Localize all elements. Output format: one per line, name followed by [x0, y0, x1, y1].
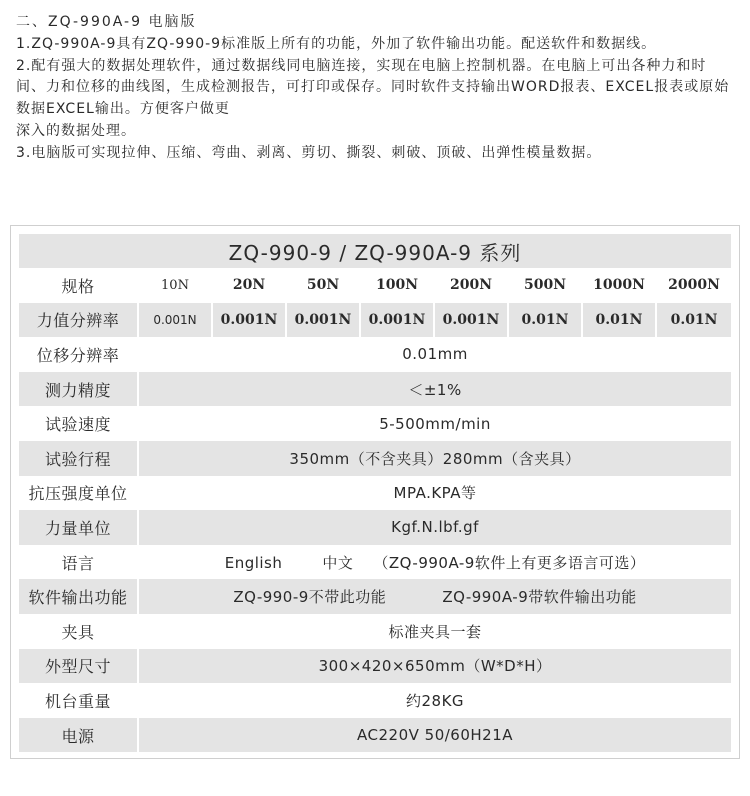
- table-row: [19, 476, 731, 511]
- row-label: 力量单位: [19, 510, 139, 545]
- table-row: [19, 372, 731, 407]
- table-row: [19, 337, 731, 372]
- row-value: Kgf.N.lbf.gf: [139, 510, 731, 545]
- row-value: 5-500mm/min: [379, 414, 491, 433]
- intro-point-3: 3.电脑版可实现拉伸、压缩、弯曲、剥离、剪切、撕裂、刺破、顶破、出弹性模量数据。: [16, 144, 602, 161]
- row-value: 300×420×650mm（W*D*H）: [139, 649, 731, 684]
- resolution-label: 力值分辨率: [19, 303, 139, 338]
- resolution-cell: 0.001N: [287, 303, 361, 338]
- row-value: ＜±1%: [139, 372, 731, 407]
- model-cell: 20N: [213, 268, 287, 303]
- spec-label: 规格: [19, 268, 139, 303]
- software-label: 软件输出功能: [19, 579, 139, 614]
- software-row: [19, 579, 731, 614]
- spec-table-frame: [10, 225, 740, 759]
- intro-point-2: 2.配有强大的数据处理软件，通过数据线同电脑连接，实现在电脑上控制机器。在电脑上可出各种力和时间、力和位移的曲线图，生成检测报告，可打印或保存。同时软件支持输出WORD报表、EXCEL报表或原始数据EXCEL输出。方便客户做更: [16, 57, 730, 118]
- software-computer: ZQ-990A-9带软件输出功能: [442, 588, 637, 607]
- table-title: ZQ-990-9 / ZQ-990A-9 系列: [19, 234, 731, 268]
- language-chinese: 中文: [322, 553, 354, 572]
- language-value: [139, 545, 731, 580]
- resolution-cell: 0.001N: [213, 303, 287, 338]
- model-cell: 100N: [361, 268, 435, 303]
- table-row: [19, 649, 731, 684]
- table-row: [19, 441, 731, 476]
- row-label: 位移分辨率: [19, 337, 139, 372]
- model-cell: 50N: [287, 268, 361, 303]
- row-value: 约28KG: [406, 691, 465, 710]
- row-label: 外型尺寸: [19, 649, 139, 684]
- table-row: [19, 510, 731, 545]
- row-label: 机台重量: [19, 683, 139, 718]
- table-row: [19, 683, 731, 718]
- row-value: 0.01mm: [402, 345, 468, 364]
- intro-point-1: 1.ZQ-990A-9具有ZQ-990-9标准版上所有的功能，外加了软件输出功能。配送软件和数据线。: [16, 35, 657, 52]
- model-cell: 200N: [435, 268, 509, 303]
- table-row: [19, 406, 731, 441]
- row-value: 350mm（不含夹具）280mm（含夹具）: [139, 441, 731, 476]
- row-value: 标准夹具一套: [388, 622, 482, 641]
- language-english: English: [224, 553, 283, 572]
- model-cell: 10N: [139, 268, 213, 303]
- resolution-cell: 0.001N: [361, 303, 435, 338]
- intro-text: [16, 12, 736, 165]
- row-label: 试验行程: [19, 441, 139, 476]
- row-label: 抗压强度单位: [19, 476, 139, 511]
- resolution-cell: 0.01N: [657, 303, 731, 338]
- software-standard: ZQ-990-9不带此功能: [233, 588, 387, 607]
- row-label: 电源: [19, 718, 139, 753]
- intro-point-2-continued: 深入的数据处理。: [16, 122, 136, 139]
- resolution-cell: 0.001N: [435, 303, 509, 338]
- language-note: （ZQ-990A-9软件上有更多语言可选）: [373, 553, 646, 572]
- model-cell: 500N: [509, 268, 583, 303]
- model-cell: 2000N: [668, 277, 720, 294]
- language-label: 语言: [19, 545, 139, 580]
- resolution-row: [19, 303, 731, 338]
- model-cell: 1000N: [583, 268, 657, 303]
- table-row: [19, 718, 731, 753]
- resolution-cell: 0.01N: [509, 303, 583, 338]
- row-label: 测力精度: [19, 372, 139, 407]
- row-label: 试验速度: [19, 406, 139, 441]
- row-value: AC220V 50/60H21A: [139, 718, 731, 753]
- intro-heading: 二、ZQ-990A-9 电脑版: [16, 14, 197, 30]
- table-row: [19, 614, 731, 649]
- resolution-cell: 0.001N: [139, 303, 213, 338]
- software-value: [139, 579, 731, 614]
- resolution-cell: 0.01N: [583, 303, 657, 338]
- row-label: 夹具: [19, 614, 139, 649]
- spec-row: [19, 268, 731, 303]
- row-value: MPA.KPA等: [393, 484, 477, 503]
- language-row: [19, 545, 731, 580]
- spec-table: [19, 234, 731, 752]
